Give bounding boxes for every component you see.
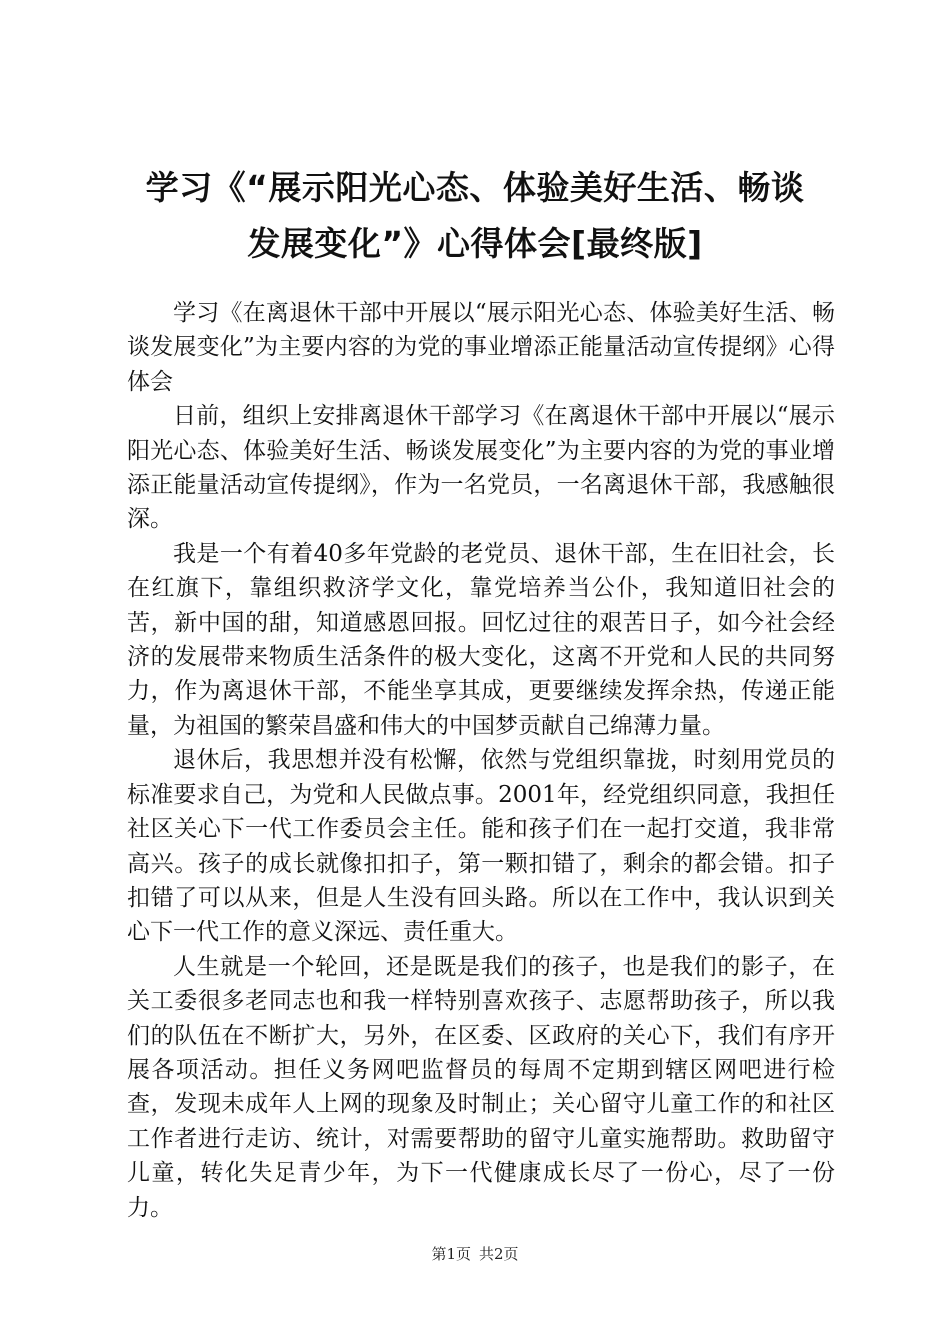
page-total: 共2页 [479, 1245, 519, 1263]
title-line-1: 学习《“展示阳光心态、体验美好生活、畅谈 [145, 168, 805, 207]
page-number: 第1页 [431, 1245, 471, 1263]
page-footer [0, 1244, 950, 1264]
paragraph: 日前，组织上安排离退休干部学习《在离退休干部中开展以“展示阳光心态、体验美好生活、畅谈发展变化”为主要内容的为党的事业增添正能量活动宣传提纲》，作为一名党员，一名离退休干部，我感触很深。 [127, 403, 835, 533]
document-title [110, 160, 840, 272]
paragraph: 学习《在离退休干部中开展以“展示阳光心态、体验美好生活、畅谈发展变化”为主要内容的为党的事业增添正能量活动宣传提纲》心得体会 [127, 300, 835, 395]
document-body [127, 296, 835, 1225]
title-line-2: 发展变化”》心得体会[最终版] [247, 224, 703, 263]
paragraph: 退休后，我思想并没有松懈，依然与党组织靠拢，时刻用党员的标准要求自己，为党和人民做点事。2001年，经党组织同意，我担任社区关心下一代工作委员会主任。能和孩子们在一起打交道，我非常高兴。孩子的成长就像扣扣子，第一颗扣错了，剩余的都会错。扣子扣错了可以从来，但是人生没有回头路。所以在工作中，我认识到关心下一代工作的意义深远、责任重大。 [127, 747, 835, 946]
paragraph: 我是一个有着40多年党龄的老党员、退休干部，生在旧社会，长在红旗下，靠组织救济学文化，靠党培养当公仆，我知道旧社会的苦，新中国的甜，知道感恩回报。回忆过往的艰苦日子，如今社会经济的发展带来物质生活条件的极大变化，这离不开党和人民的共同努力，作为离退休干部，不能坐享其成，更要继续发挥余热，传递正能量，为祖国的繁荣昌盛和伟大的中国梦贡献自己绵薄力量。 [127, 540, 835, 739]
paragraph: 人生就是一个轮回，还是既是我们的孩子，也是我们的影子，在关工委很多老同志也和我一样特别喜欢孩子、志愿帮助孩子，所以我们的队伍在不断扩大，另外，在区委、区政府的关心下，我们有序开展各项活动。担任义务网吧监督员的每周不定期到辖区网吧进行检查，发现未成年人上网的现象及时制止；关心留守儿童工作的和社区工作者进行走访、统计，对需要帮助的留守儿童实施帮助。救助留守儿童，转化失足青少年，为下一代健康成长尽了一份心，尽了一份力。 [127, 953, 835, 1221]
